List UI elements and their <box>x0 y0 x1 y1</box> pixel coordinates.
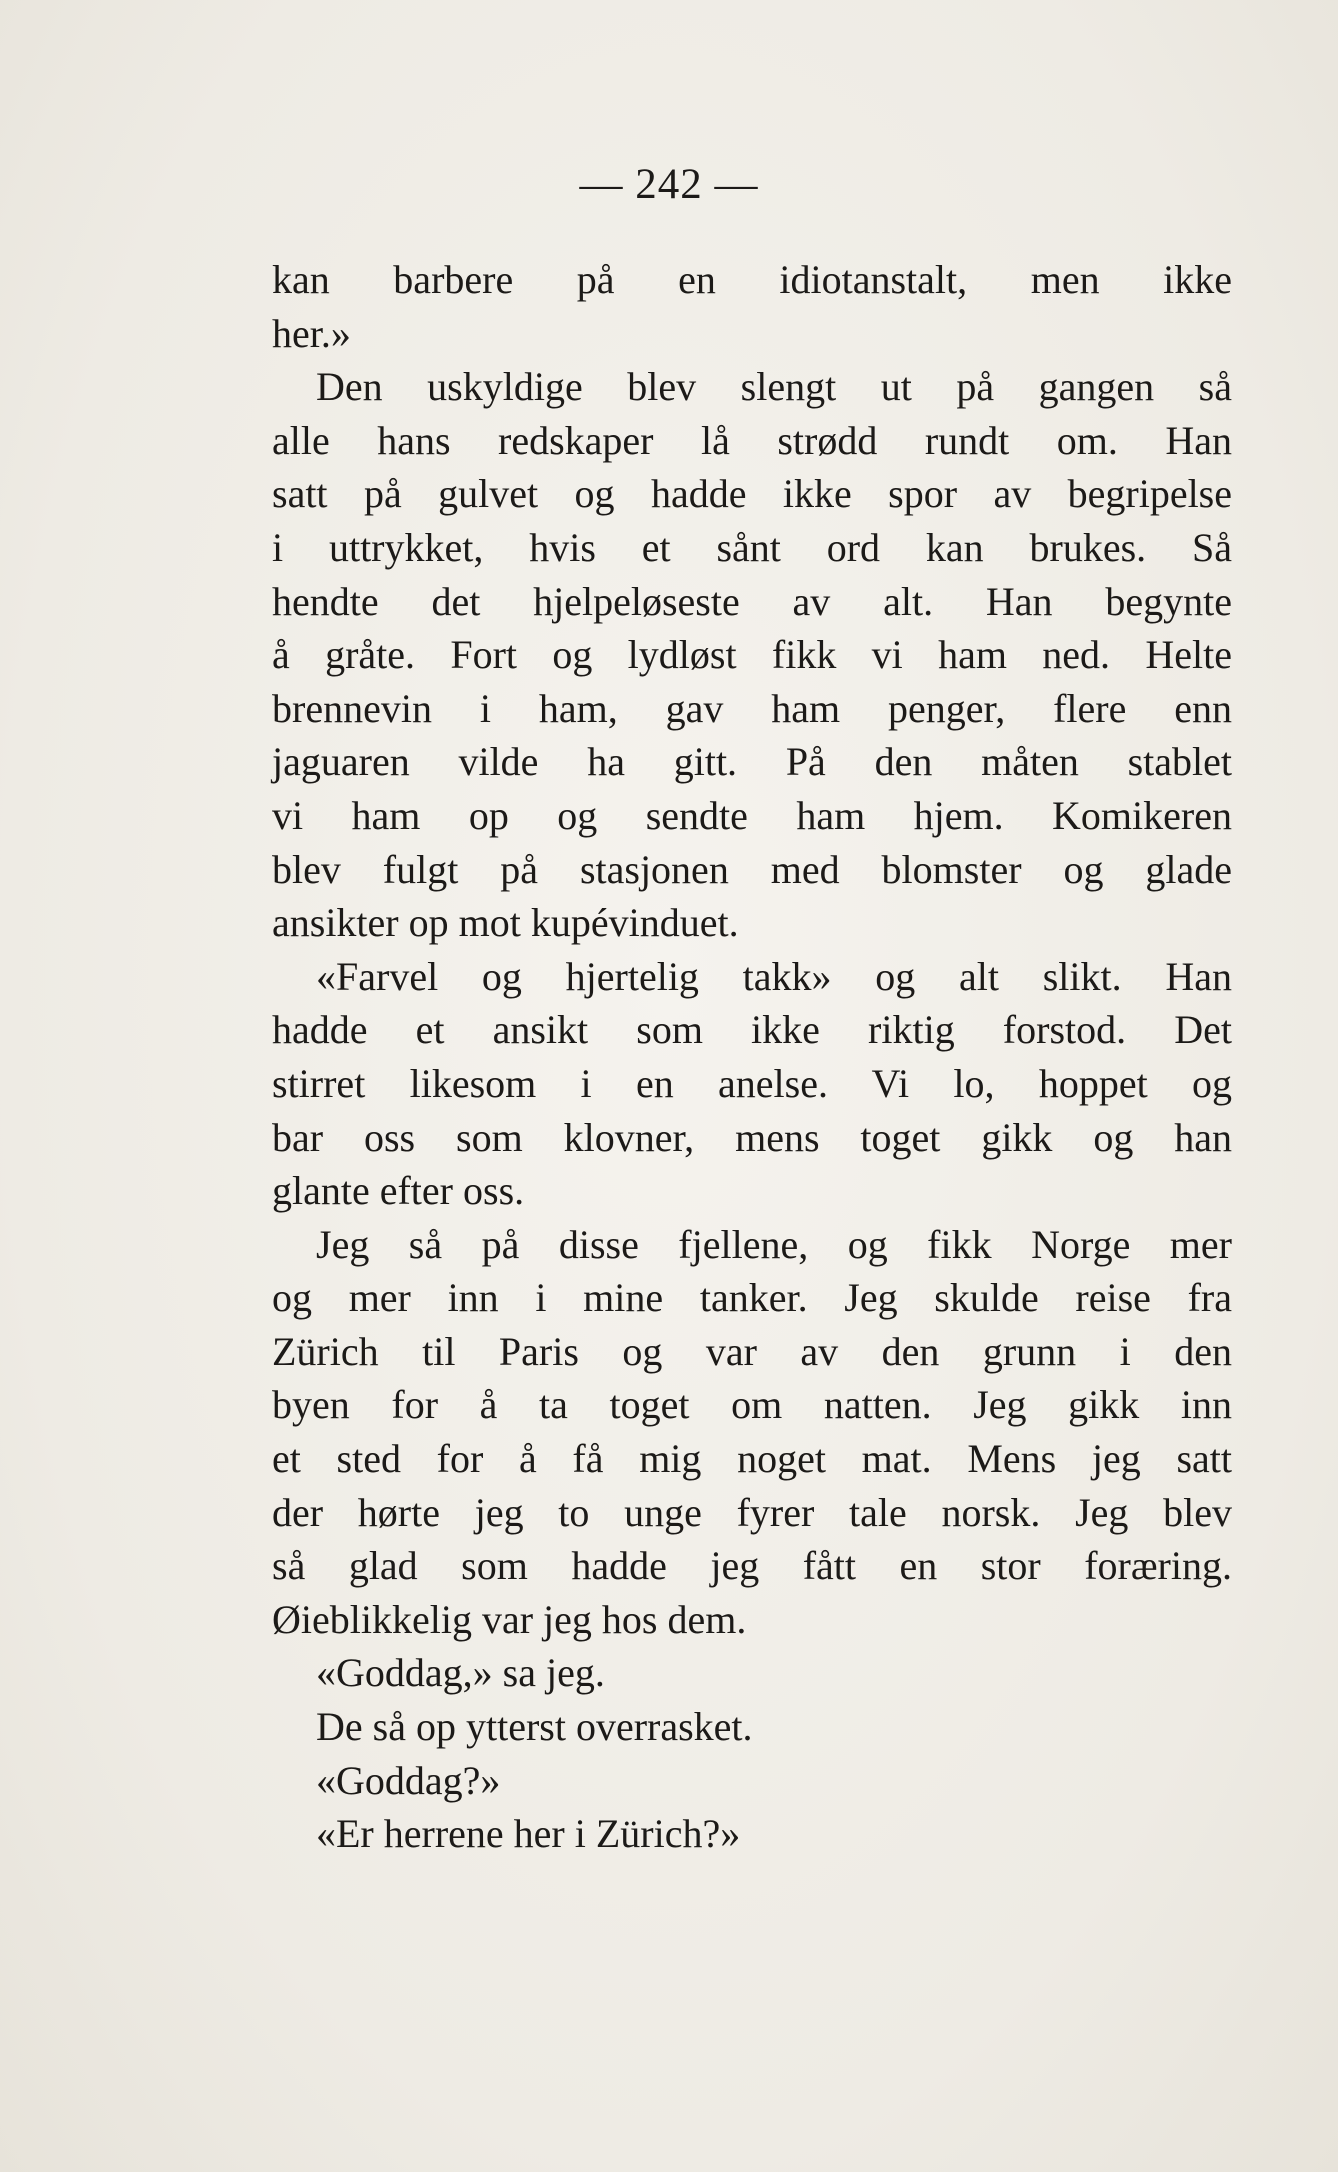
text-line: hadde et ansikt som ikke riktig forstod. Det <box>272 1007 1232 1053</box>
text-line: Øieblikkelig var jeg hos dem. <box>272 1596 747 1642</box>
text-line: Jeg så på disse fjellene, og fikk Norge mer <box>316 1221 1232 1267</box>
text-line: hendte det hjelpeløseste av alt. Han begynte <box>272 578 1232 624</box>
text-line: kan barbere på en idiotanstalt, men ikke <box>272 257 1232 302</box>
text-line: brennevin i ham, gav ham penger, flere enn <box>272 685 1232 731</box>
text-line: blev fulgt på stasjonen med blomster og glade <box>272 846 1232 892</box>
text-line: satt på gulvet og hadde ikke spor av begripelse <box>272 471 1232 517</box>
text-line: byen for å ta toget om natten. Jeg gikk inn <box>272 1382 1232 1428</box>
text-line: glante efter oss. <box>272 1168 525 1214</box>
text-line: og mer inn i mine tanker. Jeg skulde reise fra <box>272 1275 1232 1321</box>
page-number: — 242 — <box>579 161 759 208</box>
body-text <box>272 253 1232 1861</box>
text-line: Zürich til Paris og var av den grunn i den <box>272 1328 1232 1374</box>
text-line: i uttrykket, hvis et sånt ord kan brukes. Så <box>272 524 1232 570</box>
text-line: vi ham op og sendte ham hjem. Komikeren <box>272 792 1232 838</box>
text-line: ansikter op mot kupévinduet. <box>272 900 739 946</box>
text-line: å gråte. Fort og lydløst fikk vi ham ned. Helte <box>272 632 1232 678</box>
text-line: alle hans redskaper lå strødd rundt om. Han <box>272 417 1232 463</box>
text-line: «Goddag,» sa jeg. <box>316 1650 605 1696</box>
text-line: «Er herrene her i Zürich?» <box>316 1811 741 1857</box>
text-line: «Goddag?» <box>316 1757 501 1803</box>
text-line: bar oss som klovner, mens toget gikk og han <box>272 1114 1232 1160</box>
text-line: «Farvel og hjertelig takk» og alt slikt. Han <box>316 953 1232 999</box>
text-line: Den uskyldige blev slengt ut på gangen så <box>316 364 1232 410</box>
text-line: De så op ytterst overrasket. <box>316 1704 753 1750</box>
text-line: stirret likesom i en anelse. Vi lo, hoppet og <box>272 1060 1232 1106</box>
text-line: her.» <box>272 310 351 356</box>
text-line: jaguaren vilde ha gitt. På den måten stablet <box>272 739 1232 785</box>
text-line: et sted for å få mig noget mat. Mens jeg satt <box>272 1436 1232 1482</box>
text-line: så glad som hadde jeg fått en stor foræring. <box>272 1543 1232 1589</box>
text-line: der hørte jeg to unge fyrer tale norsk. Jeg blev <box>272 1489 1232 1535</box>
